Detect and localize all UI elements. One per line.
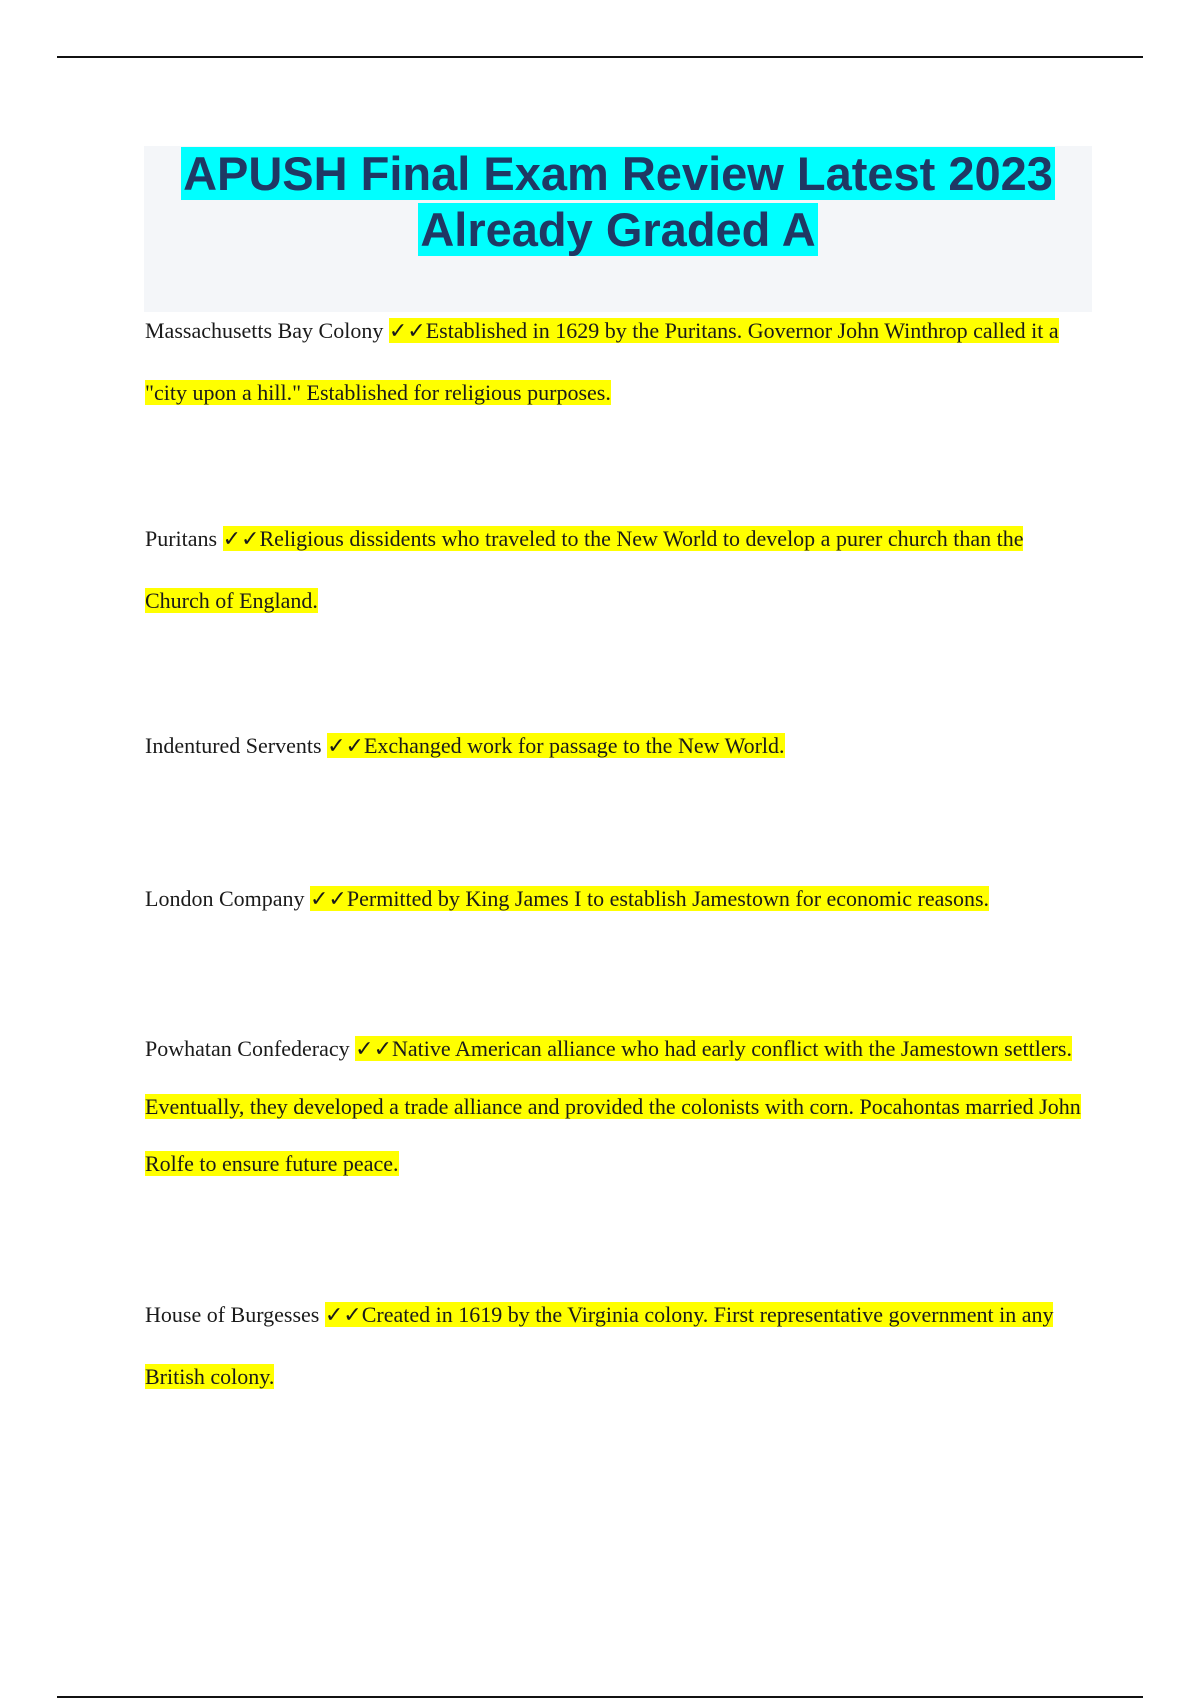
check-icon: ✓✓ <box>310 887 347 912</box>
entry-definition <box>310 886 989 911</box>
title-line-1: APUSH Final Exam Review Latest 2023 <box>183 147 1053 200</box>
entry-definition-text: Religious dissidents who traveled to the New World to develop a purer church than the Church of England. <box>145 526 1024 613</box>
entry-definition <box>145 526 1023 613</box>
flashcard-entry <box>145 508 1085 631</box>
flashcard-entry <box>145 715 1085 777</box>
entry-definition-text: Established in 1629 by the Puritans. Governor John Winthrop called it a "city upon a hill." Established for religious purposes. <box>145 318 1059 405</box>
entry-term: Massachusetts Bay Colony <box>145 318 384 343</box>
entry-definition-text: Exchanged work for passage to the New World. <box>363 733 785 758</box>
check-icon: ✓✓ <box>327 734 364 759</box>
entry-definition-text: Created in 1619 by the Virginia colony. First representative government in any British colony. <box>145 1302 1054 1389</box>
entry-term: London Company <box>145 886 305 911</box>
flashcard-entry <box>145 1284 1085 1407</box>
entry-definition <box>327 733 784 758</box>
entry-definition-text: Native American alliance who had early conflict with the Jamestown settlers. Eventually, they developed a trade alliance and provided the colonists with corn. Pocahontas married John Rolfe to ensure future peace. <box>145 1036 1081 1176</box>
entry-term: Puritans <box>145 526 218 551</box>
entry-term: Powhatan Confederacy <box>145 1036 350 1061</box>
check-icon: ✓✓ <box>222 527 260 552</box>
entry-definition-text: Permitted by King James I to establish Jamestown for economic reasons. <box>346 886 990 911</box>
entry-term: Indentured Servents <box>145 733 322 758</box>
bottom-page-rule <box>57 1696 1143 1698</box>
entry-term: House of Burgesses <box>145 1302 320 1327</box>
flashcard-entry <box>145 1020 1085 1192</box>
check-icon: ✓✓ <box>324 1303 362 1328</box>
document-title <box>144 146 1092 258</box>
flashcard-entry <box>145 868 1085 930</box>
flashcard-entry <box>145 300 1085 423</box>
top-page-rule <box>57 56 1143 58</box>
title-line-2: Already Graded A <box>420 203 816 256</box>
check-icon: ✓✓ <box>355 1037 393 1062</box>
check-icon: ✓✓ <box>388 319 426 344</box>
title-block <box>144 146 1092 312</box>
